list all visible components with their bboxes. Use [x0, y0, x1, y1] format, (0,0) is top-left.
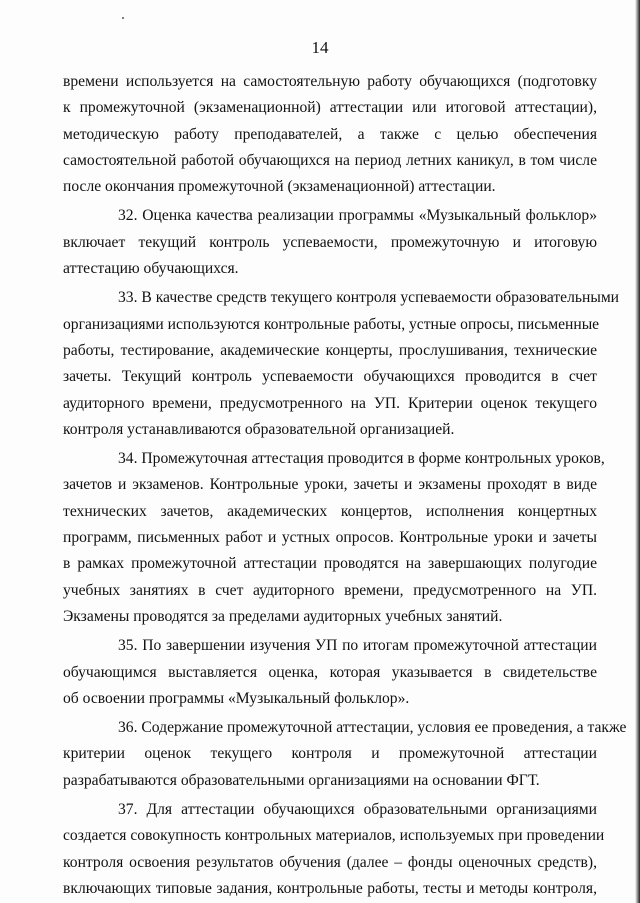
paragraph-33	[63, 285, 620, 443]
text-line: 37. Для аттестации обучающихся образовательными организациями	[118, 801, 597, 819]
text-line: программ, письменных работ и устных опросов. Контрольные уроки и зачеты	[63, 529, 597, 547]
text-line: к промежуточной (экзаменационной) аттестации или итоговой аттестации),	[63, 99, 597, 117]
text-line: аудиторного времени, предусмотренного на УП. Критерии оценок текущего	[63, 394, 597, 412]
text-line: Экзамены проводятся за пределами аудиторных учебных занятий.	[63, 607, 503, 625]
paragraph-continuation	[63, 69, 597, 200]
text-line: технических зачетов, академических концертов, исполнения концертных	[63, 502, 597, 520]
page-number: 14	[311, 38, 329, 57]
scan-edge-shadow	[635, 0, 640, 903]
text-line: 33. В качестве средств текущего контроля успеваемости образовательными	[118, 289, 620, 307]
text-line: после окончания промежуточной (экзаменационной) аттестации.	[63, 178, 496, 196]
text-line: зачеты. Текущий контроль успеваемости обучающихся проводится в счет	[63, 368, 597, 386]
text-line: разрабатываются образовательными организациями на основании ФГТ.	[63, 771, 540, 789]
paragraph-34	[63, 446, 605, 630]
text-line: учебных занятиях в счет аудиторного времени, предусмотренного на УП.	[63, 581, 597, 599]
text-line: критерии оценок текущего контроля и промежуточной аттестации	[63, 745, 597, 763]
text-line: включает текущий контроль успеваемости, промежуточную и итоговую	[63, 233, 597, 251]
text-line: в рамках промежуточной аттестации проводятся на завершающих полугодие	[63, 555, 597, 573]
text-line: 36. Содержание промежуточной аттестации, условия ее проведения, а также	[118, 719, 627, 737]
text-line: 35. По завершении изучения УП по итогам промежуточной аттестации	[118, 637, 597, 655]
text-line: создается совокупность контрольных материалов, используемых при проведении	[63, 827, 605, 845]
paragraph-32	[63, 203, 597, 282]
text-line: 34. Промежуточная аттестация проводится в форме контрольных уроков,	[118, 450, 605, 468]
paragraph-35	[63, 633, 597, 712]
scan-speck	[122, 17, 124, 19]
text-line: аттестацию обучающихся.	[63, 260, 239, 278]
text-line: об освоении программы «Музыкальный фольклор».	[63, 689, 410, 707]
text-line: работы, тестирование, академические концерты, прослушивания, технические	[63, 341, 597, 359]
text-line: зачетов и экзаменов. Контрольные уроки, зачеты и экзамены проходят в виде	[63, 476, 597, 494]
paragraph-36	[63, 715, 627, 794]
text-line: включающих типовые задания, контрольные работы, тесты и методы контроля,	[63, 879, 597, 897]
text-line: времени используется на самостоятельную работу обучающихся (подготовку	[63, 73, 597, 90]
paragraph-37	[63, 797, 605, 902]
text-line: обучающимся выставляется оценка, которая указывается в свидетельстве	[63, 663, 597, 681]
text-line: методическую работу преподавателей, а также с целью обеспечения	[63, 125, 597, 143]
text-line: организациями используются контрольные работы, устные опросы, письменные	[63, 315, 600, 333]
text-line: контроля освоения результатов обучения (далее – фонды оценочных средств),	[63, 853, 597, 871]
text-line: самостоятельной работой обучающихся на период летних каникул, в том числе	[63, 151, 597, 169]
text-line: 32. Оценка качества реализации программы «Музыкальный фольклор»	[118, 207, 597, 225]
page-text	[63, 69, 627, 902]
text-line: контроля устанавливаются образовательной организацией.	[63, 420, 455, 438]
